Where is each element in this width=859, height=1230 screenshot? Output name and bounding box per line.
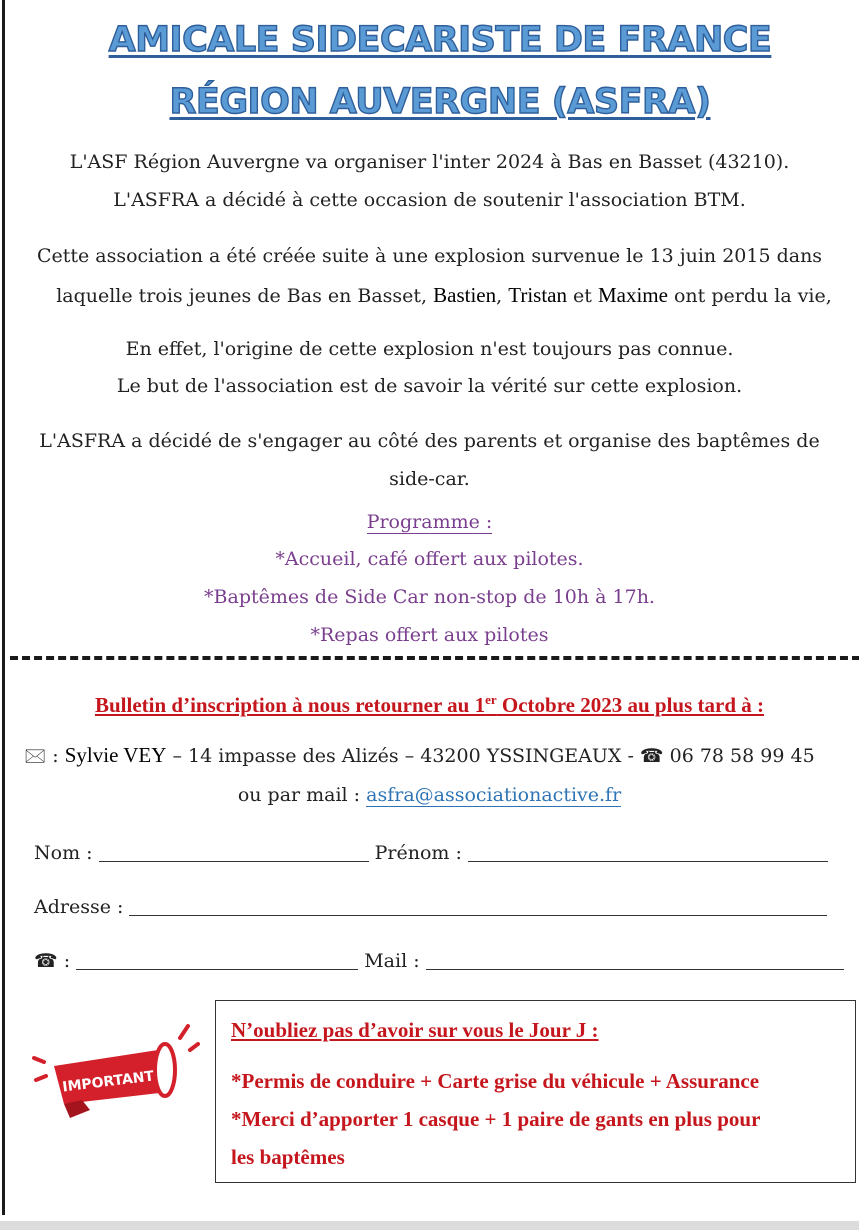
phone-field[interactable]	[76, 951, 358, 970]
reminder-heading: N’oubliez pas d’avoir sur vous le Jour J :	[231, 1018, 599, 1042]
name-bastien: Bastien	[433, 283, 497, 307]
form-row-adresse	[34, 896, 827, 918]
important-megaphone-icon	[30, 1020, 200, 1120]
programme-item: *Repas offert aux pilotes	[310, 624, 549, 646]
intro-line-1: L'ASF Région Auvergne va organiser l'inter 2024 à Bas en Basset (43210).	[69, 151, 790, 173]
bulletin-heading	[0, 692, 859, 718]
mail-prefix: ou par mail :	[237, 784, 367, 806]
bottom-bar	[0, 1221, 859, 1230]
nom-label: Nom :	[34, 842, 93, 864]
important-badge-text: IMPORTANT	[61, 1068, 155, 1096]
name-tristan: Tristan	[508, 283, 567, 307]
form-row-nom	[34, 842, 828, 864]
story-line-3: En effet, l'origine de cette explosion n'est toujours pas connue.	[125, 338, 734, 360]
dashed-separator	[10, 656, 859, 660]
reminder-line-2: *Merci d’apporter 1 casque + 1 paire de gants en plus pour	[231, 1107, 761, 1131]
contact-sep: :	[46, 745, 65, 767]
story-line-6: side-car.	[389, 468, 470, 490]
intro-line-2: L'ASFRA a décidé à cette occasion de soutenir l'association BTM.	[113, 189, 746, 211]
reminder-box	[215, 1000, 856, 1183]
contact-line	[24, 742, 859, 774]
envelope-icon: 🖂	[24, 745, 47, 767]
programme-item: *Baptêmes de Side Car non-stop de 10h à 17h.	[204, 586, 655, 608]
mail-field[interactable]	[426, 951, 844, 970]
adresse-label: Adresse :	[34, 896, 124, 918]
story-line-1: Cette association a été créée suite à une explosion survenue le 13 juin 2015 dans	[36, 245, 823, 267]
programme-item: *Accueil, café offert aux pilotes.	[275, 548, 584, 570]
bulletin-text-before: Bulletin d’inscription à nous retourner au 1	[94, 693, 486, 717]
bulletin-text-after: Octobre 2023 au plus tard à :	[496, 693, 765, 717]
story-line-2-suffix: ont perdu la vie,	[667, 285, 832, 307]
programme-heading-text: Programme :	[366, 511, 493, 533]
prenom-field[interactable]	[468, 843, 828, 862]
nom-field[interactable]	[99, 843, 369, 862]
programme-heading	[0, 511, 859, 533]
phone-icon: ☎	[639, 745, 664, 767]
story-line-5: L'ASFRA a décidé de s'engager au côté des parents et organise des baptêmes de	[39, 430, 820, 452]
story-line-2-prefix: laquelle trois jeunes de Bas en Basset,	[56, 285, 434, 307]
prenom-label: Prénom :	[374, 842, 462, 864]
contact-phone: 06 78 58 99 45	[663, 745, 815, 767]
contact-name: Sylvie VEY	[64, 743, 167, 767]
adresse-field[interactable]	[129, 897, 827, 916]
story-line-2	[0, 283, 859, 308]
story-line-4: Le but de l'association est de savoir la vérité sur cette explosion.	[116, 375, 743, 397]
reminder-line-1: *Permis de conduire + Carte grise du véhicule + Assurance	[231, 1069, 760, 1093]
mail-line	[0, 784, 859, 806]
email-link[interactable]: asfra@associationactive.fr	[366, 784, 622, 806]
phone-label: :	[57, 950, 71, 972]
bulletin-superscript: er	[485, 692, 497, 707]
reminder-line-3: les baptêmes	[231, 1145, 345, 1169]
title-line-1: AMICALE SIDECARISTE DE FRANCE	[108, 20, 772, 60]
name-maxime: Maxime	[597, 283, 668, 307]
sep-2: et	[566, 285, 598, 307]
form-row-phone	[34, 950, 844, 972]
phone-icon: ☎	[34, 950, 58, 972]
mail-label: Mail :	[364, 950, 420, 972]
contact-address: – 14 impasse des Alizés – 43200 YSSINGEAUX -	[166, 745, 640, 767]
title-line-2: RÉGION AUVERGNE (ASFRA)	[169, 82, 711, 122]
sep-1: ,	[496, 285, 509, 307]
